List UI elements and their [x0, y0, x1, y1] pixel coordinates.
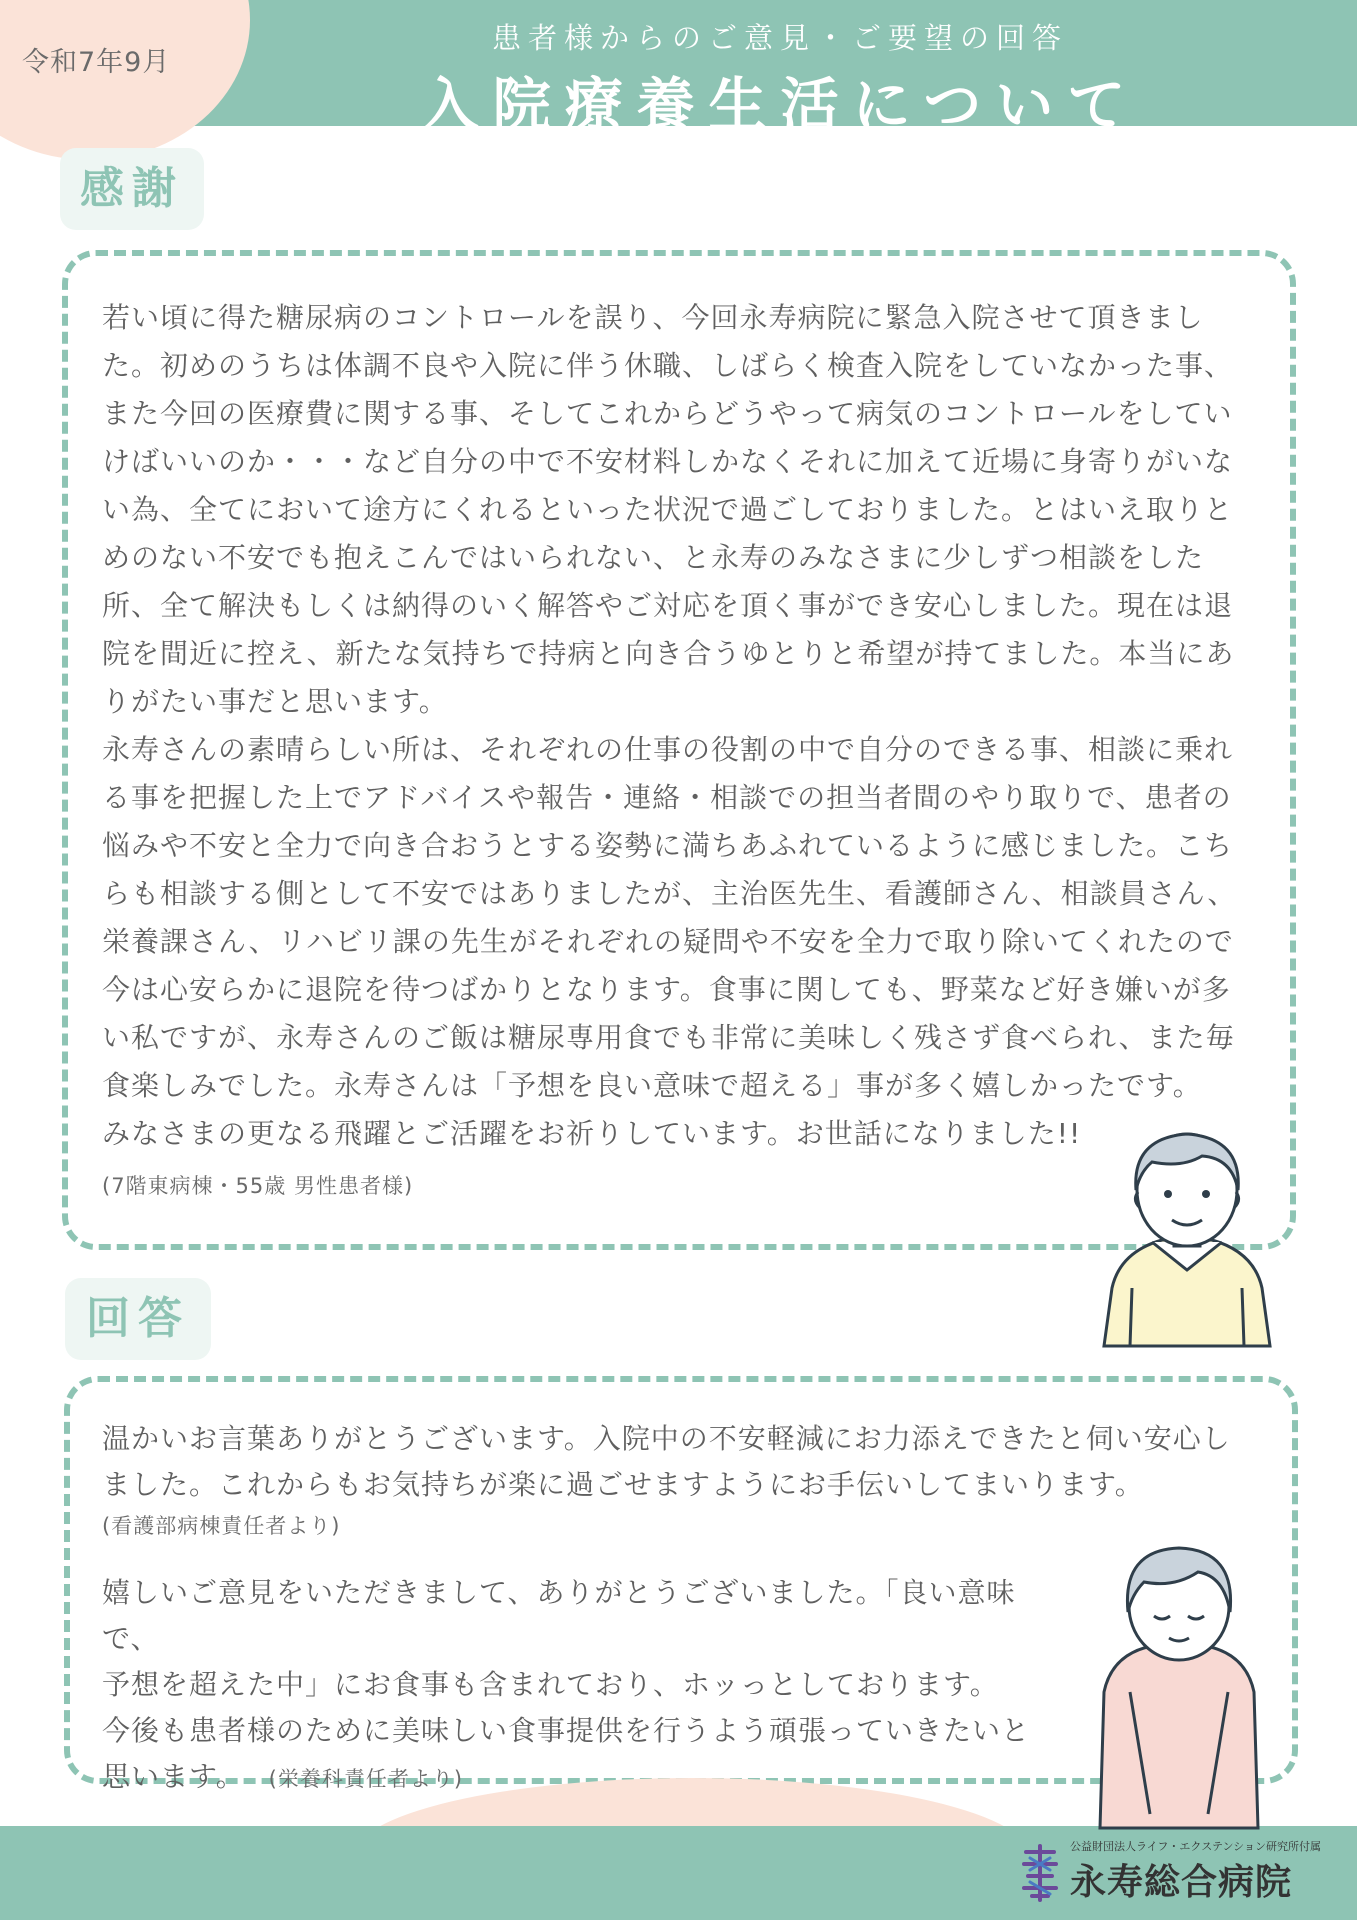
reply-nutrition	[102, 1570, 1062, 1802]
text-line: みなさまの更なる飛躍とご活躍をお祈りしています。お世話になりました!!	[102, 1117, 1082, 1150]
nutrition-signature: (栄養科責任者より)	[268, 1767, 464, 1791]
answer-label: 回答	[65, 1278, 211, 1360]
hospital-name: 永寿総合病院	[1070, 1862, 1293, 1903]
text-line: る事を把握した上でアドバイスや報告・連絡・相談での担当者間のやり取りで、患者の	[102, 781, 1232, 814]
text-line-end: 思います。	[102, 1760, 245, 1793]
issue-date: 令和7年9月	[22, 47, 171, 78]
text-line: りがたい事だと思います。	[102, 685, 448, 718]
date-blob	[0, 0, 250, 160]
text-line: い為、全てにおいて途方にくれるといった状況で過ごしておりました。とはいえ取りと	[102, 493, 1234, 526]
male-patient-illustration	[1092, 1128, 1282, 1348]
bowing-staff-illustration	[1094, 1542, 1264, 1830]
thanks-text	[102, 294, 1282, 1210]
text-line: 嬉しいご意見をいただきまして、ありがとうございました。「良い意味で、	[102, 1576, 1016, 1655]
text-line: 予想を超えた中」にお食事も含まれており、ホッっとしております。	[102, 1668, 999, 1701]
page-title: 入院療養生活について	[420, 71, 1140, 139]
patient-signature: (7階東病棟・55歳 男性患者様)	[102, 1174, 414, 1198]
text-line: 悩みや不安と全力で向き合おうとする姿勢に満ちあふれているように感じました。こち	[102, 829, 1234, 862]
text-line: 永寿さんの素晴らしい所は、それぞれの仕事の役割の中で自分のできる事、相談に乗れ	[102, 733, 1234, 766]
text-line: 栄養課さん、リハビリ課の先生がそれぞれの疑問や不安を全力で取り除いてくれたので	[102, 925, 1234, 958]
text-line: 温かいお言葉ありがとうございます。入院中の不安軽減にお力添えできたと伺い安心し	[102, 1422, 1231, 1455]
hospital-logo-icon	[1018, 1844, 1062, 1904]
text-line: 今は心安らかに退院を待つばかりとなります。食事に関しても、野菜など好き嫌いが多	[102, 973, 1231, 1006]
text-line: た。初めのうちは体調不良や入院に伴う休職、しばらく検査入院をしていなかった事、	[102, 349, 1234, 382]
text-line: 所、全て解決もしくは納得のいく解答やご対応を頂く事ができ安心しました。現在は退	[102, 589, 1234, 622]
hospital-logo	[1018, 1838, 1338, 1910]
text-line: い私ですが、永寿さんのご飯は糖尿専用食でも非常に美味しく残さず食べられ、また毎	[102, 1021, 1235, 1054]
nursing-signature: (看護部病棟責任者より)	[102, 1514, 341, 1538]
header-subtitle: 患者様からのご意見・ご要望の回答	[491, 21, 1068, 55]
text-line: 食楽しみでした。永寿さんは「予想を良い意味で超える」事が多く嬉しかったです。	[102, 1069, 1202, 1102]
reply-nursing	[102, 1416, 1282, 1544]
thanks-label: 感謝	[60, 148, 204, 230]
text-line: けばいいのか・・・など自分の中で不安材料しかなくそれに加えて近場に身寄りがいな	[102, 445, 1234, 478]
text-line: 若い頃に得た糖尿病のコントロールを誤り、今回永寿病院に緊急入院させて頂きまし	[102, 301, 1204, 334]
text-line: 院を間近に控え、新たな気持ちで持病と向き合うゆとりと希望が持てました。本当にあ	[102, 637, 1235, 670]
org-name: 公益財団法人ライフ・エクステンション研究所付属	[1070, 1840, 1321, 1853]
text-line: らも相談する側として不安ではありましたが、主治医先生、看護師さん、相談員さん、	[102, 877, 1237, 910]
text-line: また今回の医療費に関する事、そしてこれからどうやって病気のコントロールをしてい	[102, 397, 1233, 430]
text-line: めのない不安でも抱えこんではいられない、と永寿のみなさまに少しずつ相談をした	[102, 541, 1205, 574]
text-line: 今後も患者様のために美味しい食事提供を行うよう頑張っていきたいと	[102, 1714, 1031, 1747]
text-line: ました。これからもお気持ちが楽に過ごせますようにお手伝いしてまいります。	[102, 1468, 1144, 1501]
